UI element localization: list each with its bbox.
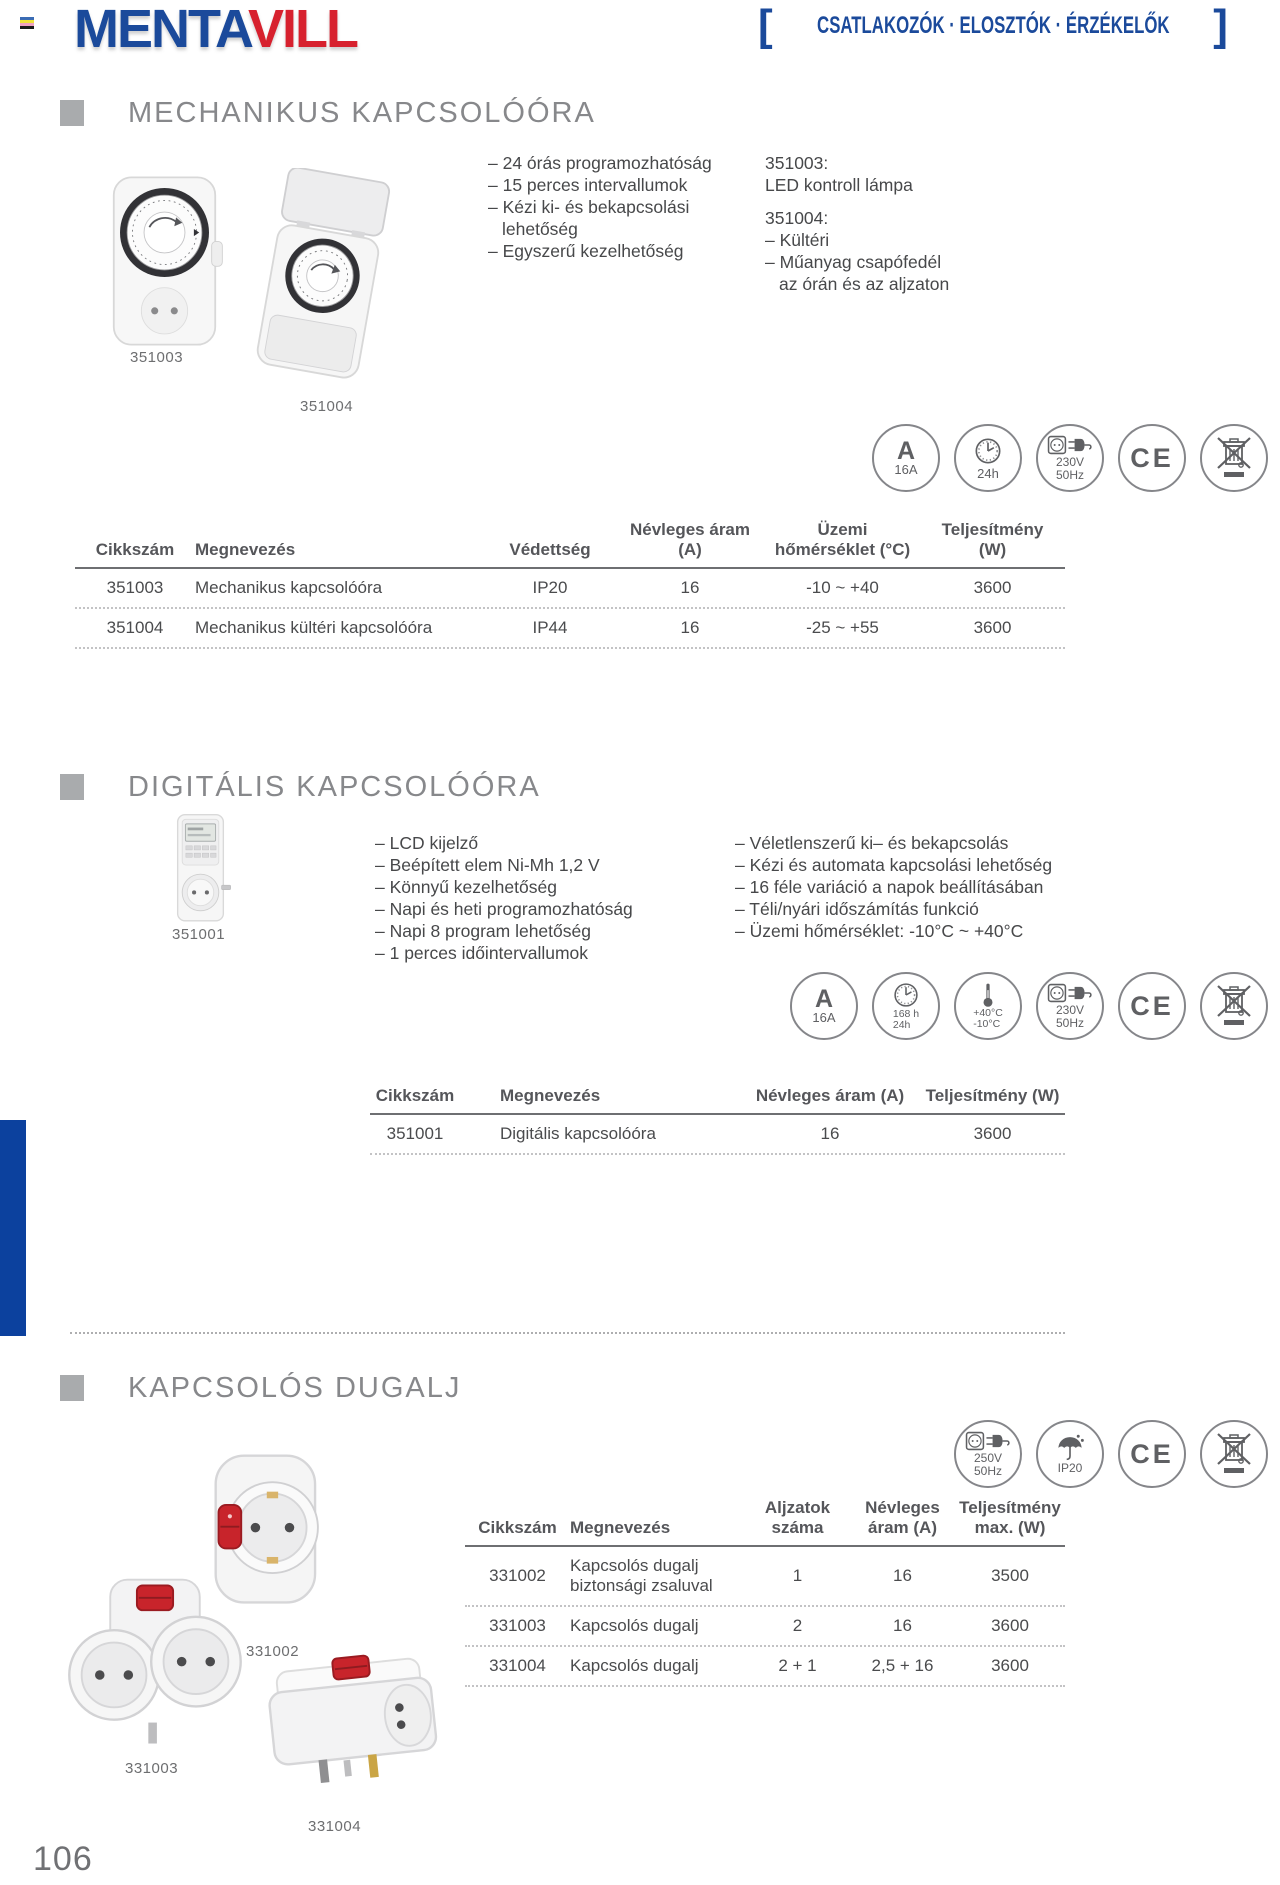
feature-item: 351004: xyxy=(765,208,829,228)
table-cell: Digitális kapcsolóóra xyxy=(500,1124,656,1143)
feature-item: – Üzemi hőmérséklet: -10°C ~ +40°C xyxy=(735,921,1024,941)
category-title: CSATLAKOZÓK · ELOSZTÓK · ÉRZÉKELŐK xyxy=(816,12,1170,39)
feature-item: lehetőség xyxy=(502,219,578,239)
table-header-cell: Névleges áram (A) xyxy=(865,1498,940,1537)
table-header-cell: Megnevezés xyxy=(500,1086,601,1105)
feature-list-mechanical-left xyxy=(488,152,712,262)
table-cell: 331003 xyxy=(489,1616,546,1635)
logo-menta: MENTA xyxy=(74,0,248,59)
table-header-cell: Cikkszám xyxy=(478,1518,557,1537)
feature-item: – Téli/nyári időszámítás funkció xyxy=(735,899,979,919)
table-row xyxy=(465,1647,1065,1687)
table-row xyxy=(465,1607,1065,1647)
category-banner xyxy=(758,1,1228,50)
table-cell: 351001 xyxy=(386,1124,444,1143)
feature-item: – Beépített elem Ni-Mh 1,2 V xyxy=(375,855,600,875)
table-row xyxy=(370,1115,1065,1155)
product-label-351001: 351001 xyxy=(172,926,226,943)
product-label-331004: 331004 xyxy=(308,1818,362,1835)
table-cell: Kapcsolós dugalj xyxy=(570,1656,699,1675)
thermometer-icon: +40°C -10°C xyxy=(954,972,1022,1040)
feature-item: – Napi 8 program lehetőség xyxy=(375,921,591,941)
feature-item: – Műanyag csapófedél xyxy=(765,252,942,272)
table-cell: 2,5 + 16 xyxy=(871,1656,934,1675)
section-bullet-square xyxy=(60,1375,84,1401)
table-header-cell: Cikkszám xyxy=(375,1086,455,1105)
table-header-cell: Teljesítmény max. (W) xyxy=(959,1498,1061,1537)
page-number: 106 xyxy=(33,1840,93,1878)
product-label-331002: 331002 xyxy=(246,1643,300,1660)
feature-item: – Kültéri xyxy=(765,230,830,250)
feature-list-mechanical-right xyxy=(765,152,949,295)
section-bullet-square xyxy=(60,774,84,800)
product-image-351003 xyxy=(92,172,237,350)
table-header-row xyxy=(370,1086,1065,1115)
table-header-cell: Teljesítmény (W) xyxy=(925,1086,1060,1105)
certification-icons-mechanical xyxy=(872,424,1268,492)
feature-item: – 15 perces intervallumok xyxy=(488,175,688,195)
table-cell: Kapcsolós dugalj biztonsági zsaluval xyxy=(570,1556,713,1595)
feature-item: – Egyszerű kezelhetőség xyxy=(488,241,684,261)
table-cell: 2 xyxy=(792,1616,803,1635)
feature-item: LED kontroll lámpa xyxy=(765,175,913,195)
table-header-cell: Védettség xyxy=(509,540,591,559)
certification-icons-switched xyxy=(954,1420,1268,1488)
bracket-right-icon: ] xyxy=(1213,1,1228,50)
weee-bin-icon xyxy=(1200,1420,1268,1488)
table-row xyxy=(75,569,1065,609)
logo-vill: VILL xyxy=(247,0,357,59)
section-bullet-square xyxy=(60,100,84,126)
sidebar-accent-bar xyxy=(0,1120,26,1336)
table-cell: 3600 xyxy=(973,1124,1012,1143)
product-image-351001 xyxy=(158,812,243,924)
color-registration-mark xyxy=(20,17,34,29)
table-cell: 3500 xyxy=(991,1566,1029,1585)
feature-item: – Könnyű kezelhetőség xyxy=(375,877,557,897)
table-header-cell: Megnevezés xyxy=(570,1518,671,1537)
product-label-351003: 351003 xyxy=(130,349,184,366)
section-title-digital: DIGITÁLIS KAPCSOLÓÓRA xyxy=(128,771,541,803)
table-header-cell: Névleges áram (A) xyxy=(755,1086,905,1105)
feature-item: – 24 órás programozhatóság xyxy=(488,153,712,173)
brand-logo xyxy=(74,0,357,58)
table-header-cell: Üzemi hőmérséklet (°C) xyxy=(774,520,911,559)
feature-list-digital-left xyxy=(375,832,633,964)
product-image-351004 xyxy=(243,168,401,390)
table-row xyxy=(75,609,1065,649)
certification-icons-digital xyxy=(790,972,1268,1040)
table-cell: 16 xyxy=(893,1566,912,1585)
table-cell: IP44 xyxy=(532,618,568,637)
spec-table-digital xyxy=(370,1086,1065,1155)
amp-rating-icon: A 16A xyxy=(790,972,858,1040)
ce-mark-icon: CE xyxy=(1118,1420,1186,1488)
table-cell: 16 xyxy=(893,1616,912,1635)
table-cell: 3600 xyxy=(973,618,1012,637)
product-image-331004 xyxy=(248,1632,458,1814)
table-header-row xyxy=(465,1498,1065,1547)
dotted-divider xyxy=(70,1332,1065,1334)
bracket-left-icon: [ xyxy=(758,1,773,50)
voltage-plug-icon: 230V 50Hz xyxy=(1036,972,1104,1040)
table-cell: Mechanikus kültéri kapcsolóóra xyxy=(195,618,433,637)
table-cell: Kapcsolós dugalj xyxy=(570,1616,699,1635)
umbrella-ip20-icon: IP20 xyxy=(1036,1420,1104,1488)
table-header-row xyxy=(75,520,1065,569)
feature-list-digital-right xyxy=(735,832,1052,942)
table-row xyxy=(465,1547,1065,1607)
table-header-cell: Aljzatok száma xyxy=(764,1498,831,1537)
feature-item: – 1 perces időintervallumok xyxy=(375,943,589,963)
table-cell: 3600 xyxy=(991,1616,1029,1635)
table-header-cell: Névleges áram (A) xyxy=(629,520,751,559)
feature-item: az órán és az aljzaton xyxy=(779,274,950,294)
product-label-351004: 351004 xyxy=(300,398,354,415)
table-cell: 331002 xyxy=(489,1566,546,1585)
feature-item: 351003: xyxy=(765,153,829,173)
ce-mark-icon: CE xyxy=(1118,424,1186,492)
product-image-331003 xyxy=(55,1558,255,1750)
table-cell: IP20 xyxy=(532,578,568,597)
table-cell: 16 xyxy=(680,578,700,597)
weee-bin-icon xyxy=(1200,972,1268,1040)
amp-rating-icon: A 16A xyxy=(872,424,940,492)
section-title-switched: KAPCSOLÓS DUGALJ xyxy=(128,1372,462,1404)
feature-item: – Napi és heti programozhatóság xyxy=(375,899,633,919)
table-cell: 3600 xyxy=(973,578,1012,597)
table-cell: Mechanikus kapcsolóóra xyxy=(195,578,383,597)
feature-item: – LCD kijelző xyxy=(375,833,479,853)
table-cell: 331004 xyxy=(489,1656,546,1675)
feature-item: – Kézi ki- és bekapcsolási xyxy=(488,197,690,217)
table-cell: 1 xyxy=(792,1566,803,1585)
table-cell: 351004 xyxy=(106,618,164,637)
weee-bin-icon xyxy=(1200,424,1268,492)
table-cell: 2 + 1 xyxy=(778,1656,817,1675)
table-cell: 351003 xyxy=(106,578,164,597)
voltage-plug-icon: 250V 50Hz xyxy=(954,1420,1022,1488)
table-cell: 16 xyxy=(820,1124,840,1143)
product-label-331003: 331003 xyxy=(125,1760,179,1777)
feature-item: – Véletlenszerű ki– és bekapcsolás xyxy=(735,833,1009,853)
spec-table-mechanical xyxy=(75,520,1065,649)
feature-item: – Kézi és automata kapcsolási lehetőség xyxy=(735,855,1053,875)
table-cell: 16 xyxy=(680,618,700,637)
voltage-plug-icon: 230V 50Hz xyxy=(1036,424,1104,492)
ce-mark-icon: CE xyxy=(1118,972,1186,1040)
table-header-cell: Teljesítmény (W) xyxy=(941,520,1044,559)
table-cell: -25 ~ +55 xyxy=(806,618,879,637)
feature-item: – 16 féle variáció a napok beállításában xyxy=(735,877,1044,897)
clock-168h-icon: 168 h 24h xyxy=(872,972,940,1040)
table-header-cell: Cikkszám xyxy=(95,540,175,559)
clock-24h-icon: 24h xyxy=(954,424,1022,492)
spec-table-switched xyxy=(465,1498,1065,1687)
table-cell: -10 ~ +40 xyxy=(806,578,879,597)
table-cell: 3600 xyxy=(991,1656,1029,1675)
section-title-mechanical: MECHANIKUS KAPCSOLÓÓRA xyxy=(128,97,596,129)
table-header-cell: Megnevezés xyxy=(195,540,296,559)
